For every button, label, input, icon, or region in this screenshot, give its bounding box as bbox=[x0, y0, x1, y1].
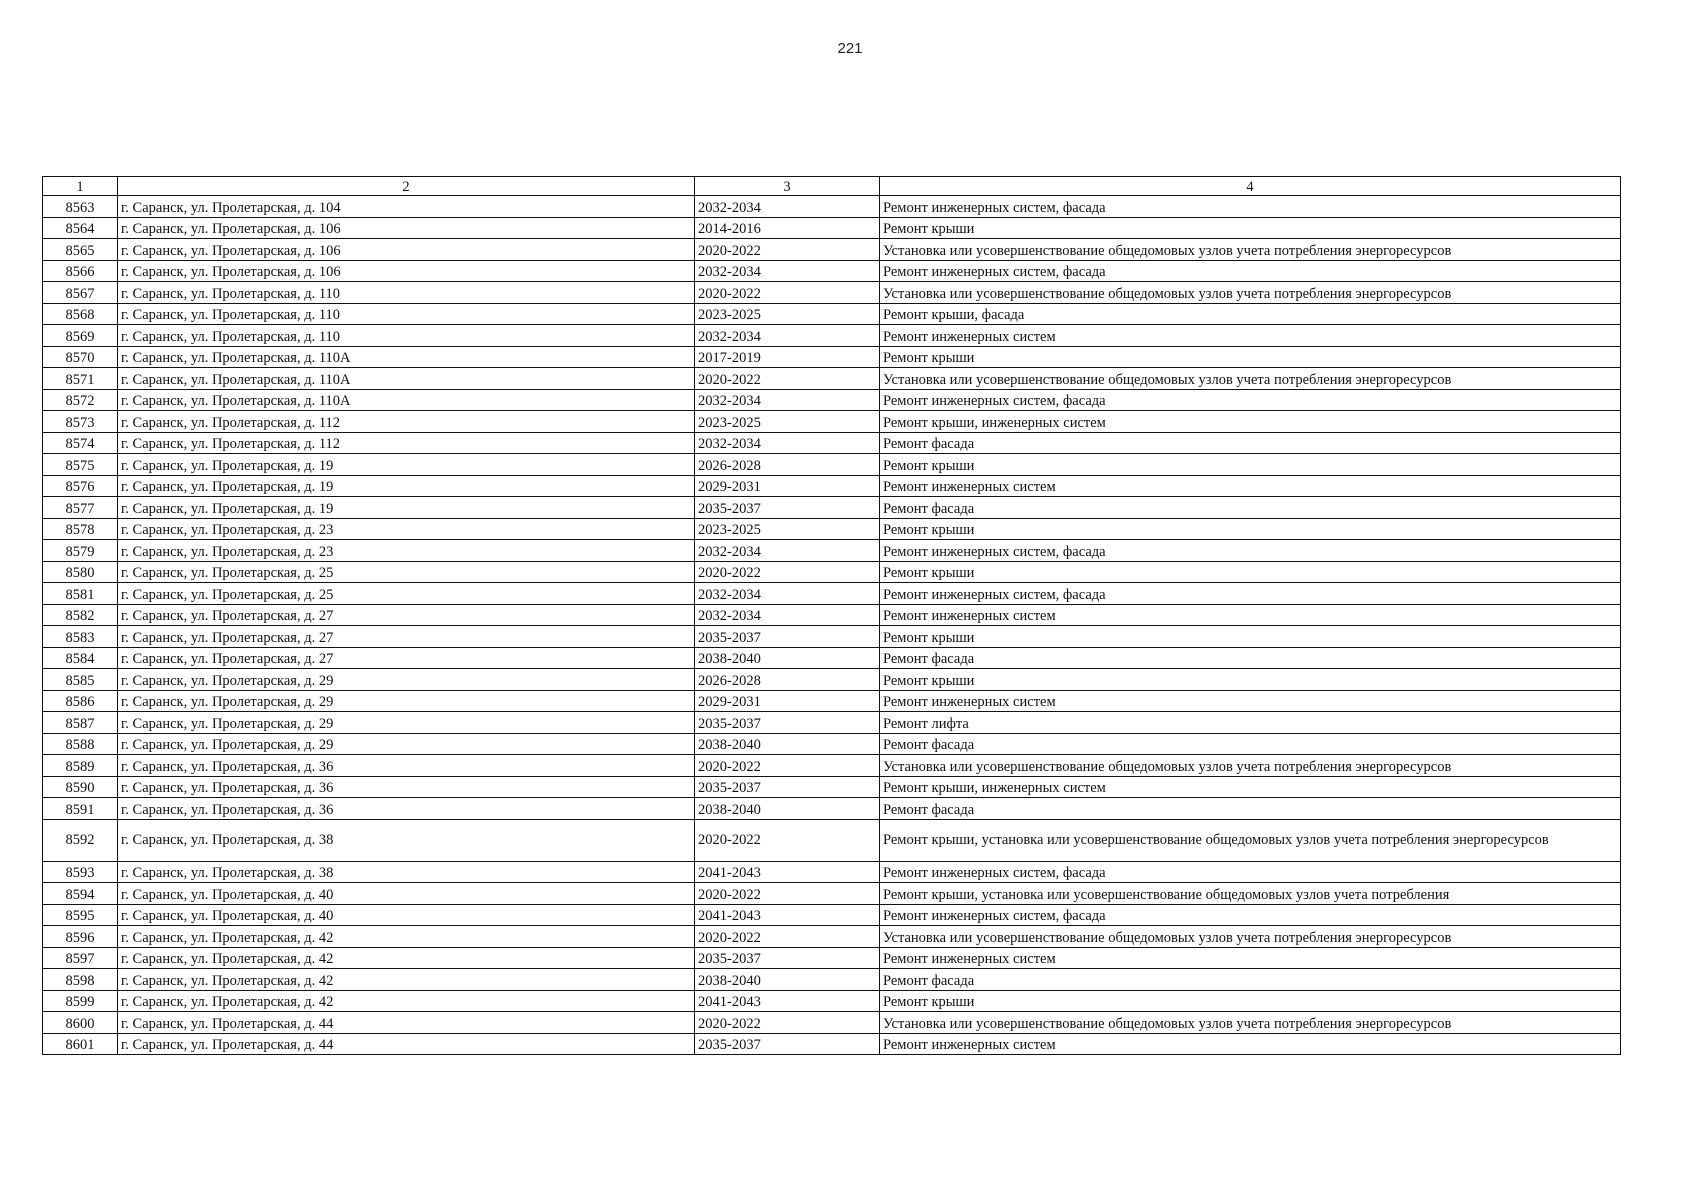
table-header-row bbox=[43, 177, 1621, 196]
period-cell: 2035-2037 bbox=[695, 947, 880, 969]
period-cell: 2032-2034 bbox=[695, 583, 880, 605]
row-number-cell: 8576 bbox=[43, 475, 118, 497]
row-number-cell: 8564 bbox=[43, 217, 118, 239]
work-type-cell: Ремонт крыши, инженерных систем bbox=[880, 411, 1621, 433]
row-number-cell: 8578 bbox=[43, 518, 118, 540]
table-row bbox=[43, 690, 1621, 712]
address-cell: г. Саранск, ул. Пролетарская, д. 42 bbox=[118, 990, 695, 1012]
work-type-cell: Ремонт фасада bbox=[880, 798, 1621, 820]
period-cell: 2035-2037 bbox=[695, 712, 880, 734]
work-type-cell: Ремонт инженерных систем bbox=[880, 690, 1621, 712]
period-cell: 2020-2022 bbox=[695, 368, 880, 390]
table-row bbox=[43, 518, 1621, 540]
period-cell: 2020-2022 bbox=[695, 1012, 880, 1034]
row-number-cell: 8570 bbox=[43, 346, 118, 368]
period-cell: 2020-2022 bbox=[695, 819, 880, 861]
period-cell: 2020-2022 bbox=[695, 561, 880, 583]
period-cell: 2032-2034 bbox=[695, 540, 880, 562]
table-row bbox=[43, 239, 1621, 261]
address-cell: г. Саранск, ул. Пролетарская, д. 110 bbox=[118, 325, 695, 347]
table-row bbox=[43, 389, 1621, 411]
row-number-cell: 8568 bbox=[43, 303, 118, 325]
row-number-cell: 8582 bbox=[43, 604, 118, 626]
period-cell: 2041-2043 bbox=[695, 861, 880, 883]
column-header-1: 1 bbox=[43, 177, 118, 196]
period-cell: 2023-2025 bbox=[695, 303, 880, 325]
row-number-cell: 8601 bbox=[43, 1033, 118, 1055]
row-number-cell: 8565 bbox=[43, 239, 118, 261]
address-cell: г. Саранск, ул. Пролетарская, д. 36 bbox=[118, 755, 695, 777]
work-type-cell: Ремонт фасада bbox=[880, 733, 1621, 755]
row-number-cell: 8594 bbox=[43, 883, 118, 905]
period-cell: 2020-2022 bbox=[695, 926, 880, 948]
period-cell: 2035-2037 bbox=[695, 626, 880, 648]
column-header-3: 3 bbox=[695, 177, 880, 196]
period-cell: 2014-2016 bbox=[695, 217, 880, 239]
table-row bbox=[43, 475, 1621, 497]
row-number-cell: 8592 bbox=[43, 819, 118, 861]
work-type-cell: Ремонт инженерных систем, фасада bbox=[880, 904, 1621, 926]
table-body bbox=[43, 177, 1621, 1055]
table-row bbox=[43, 260, 1621, 282]
address-cell: г. Саранск, ул. Пролетарская, д. 44 bbox=[118, 1033, 695, 1055]
row-number-cell: 8596 bbox=[43, 926, 118, 948]
work-type-cell: Ремонт крыши bbox=[880, 217, 1621, 239]
row-number-cell: 8572 bbox=[43, 389, 118, 411]
row-number-cell: 8584 bbox=[43, 647, 118, 669]
address-cell: г. Саранск, ул. Пролетарская, д. 38 bbox=[118, 819, 695, 861]
period-cell: 2020-2022 bbox=[695, 239, 880, 261]
work-type-cell: Ремонт фасада bbox=[880, 647, 1621, 669]
table-row bbox=[43, 969, 1621, 991]
row-number-cell: 8593 bbox=[43, 861, 118, 883]
work-type-cell: Ремонт крыши bbox=[880, 561, 1621, 583]
period-cell: 2032-2034 bbox=[695, 196, 880, 218]
address-cell: г. Саранск, ул. Пролетарская, д. 38 bbox=[118, 861, 695, 883]
work-type-cell: Установка или усовершенствование общедомовых узлов учета потребления энергоресурсов bbox=[880, 755, 1621, 777]
row-number-cell: 8563 bbox=[43, 196, 118, 218]
work-type-cell: Ремонт крыши bbox=[880, 346, 1621, 368]
address-cell: г. Саранск, ул. Пролетарская, д. 29 bbox=[118, 690, 695, 712]
work-type-cell: Ремонт крыши bbox=[880, 669, 1621, 691]
table-row bbox=[43, 454, 1621, 476]
table-row bbox=[43, 819, 1621, 861]
period-cell: 2026-2028 bbox=[695, 454, 880, 476]
table-row bbox=[43, 411, 1621, 433]
table-row bbox=[43, 1012, 1621, 1034]
period-cell: 2041-2043 bbox=[695, 990, 880, 1012]
table-row bbox=[43, 1033, 1621, 1055]
work-type-cell: Ремонт инженерных систем bbox=[880, 947, 1621, 969]
address-cell: г. Саранск, ул. Пролетарская, д. 110А bbox=[118, 346, 695, 368]
address-cell: г. Саранск, ул. Пролетарская, д. 106 bbox=[118, 239, 695, 261]
table-row bbox=[43, 368, 1621, 390]
row-number-cell: 8574 bbox=[43, 432, 118, 454]
period-cell: 2029-2031 bbox=[695, 475, 880, 497]
address-cell: г. Саранск, ул. Пролетарская, д. 104 bbox=[118, 196, 695, 218]
table-row bbox=[43, 647, 1621, 669]
address-cell: г. Саранск, ул. Пролетарская, д. 110 bbox=[118, 282, 695, 304]
table-row bbox=[43, 947, 1621, 969]
row-number-cell: 8590 bbox=[43, 776, 118, 798]
work-type-cell: Ремонт крыши, установка или усовершенствование общедомовых узлов учета потребления bbox=[880, 883, 1621, 905]
address-cell: г. Саранск, ул. Пролетарская, д. 42 bbox=[118, 969, 695, 991]
table-row bbox=[43, 346, 1621, 368]
table-row bbox=[43, 583, 1621, 605]
address-cell: г. Саранск, ул. Пролетарская, д. 27 bbox=[118, 604, 695, 626]
row-number-cell: 8599 bbox=[43, 990, 118, 1012]
work-type-cell: Ремонт инженерных систем bbox=[880, 475, 1621, 497]
work-type-cell: Ремонт инженерных систем, фасада bbox=[880, 583, 1621, 605]
work-type-cell: Ремонт крыши, установка или усовершенствование общедомовых узлов учета потребления энергоресурсов bbox=[880, 819, 1621, 861]
address-cell: г. Саранск, ул. Пролетарская, д. 44 bbox=[118, 1012, 695, 1034]
period-cell: 2020-2022 bbox=[695, 282, 880, 304]
table-row bbox=[43, 217, 1621, 239]
work-type-cell: Ремонт инженерных систем, фасада bbox=[880, 196, 1621, 218]
work-type-cell: Ремонт крыши bbox=[880, 454, 1621, 476]
period-cell: 2017-2019 bbox=[695, 346, 880, 368]
table-row bbox=[43, 626, 1621, 648]
period-cell: 2020-2022 bbox=[695, 755, 880, 777]
page-number: 221 bbox=[837, 40, 863, 57]
row-number-cell: 8577 bbox=[43, 497, 118, 519]
table-row bbox=[43, 325, 1621, 347]
period-cell: 2032-2034 bbox=[695, 604, 880, 626]
column-header-2: 2 bbox=[118, 177, 695, 196]
work-type-cell: Ремонт крыши bbox=[880, 626, 1621, 648]
table-row bbox=[43, 798, 1621, 820]
work-type-cell: Ремонт фасада bbox=[880, 497, 1621, 519]
table-row bbox=[43, 561, 1621, 583]
address-cell: г. Саранск, ул. Пролетарская, д. 42 bbox=[118, 926, 695, 948]
address-cell: г. Саранск, ул. Пролетарская, д. 106 bbox=[118, 260, 695, 282]
period-cell: 2032-2034 bbox=[695, 389, 880, 411]
row-number-cell: 8589 bbox=[43, 755, 118, 777]
row-number-cell: 8566 bbox=[43, 260, 118, 282]
address-cell: г. Саранск, ул. Пролетарская, д. 112 bbox=[118, 432, 695, 454]
work-type-cell: Установка или усовершенствование общедомовых узлов учета потребления энергоресурсов bbox=[880, 926, 1621, 948]
period-cell: 2020-2022 bbox=[695, 883, 880, 905]
row-number-cell: 8587 bbox=[43, 712, 118, 734]
table-row bbox=[43, 883, 1621, 905]
repair-schedule-table bbox=[42, 176, 1621, 1055]
table-row bbox=[43, 497, 1621, 519]
address-cell: г. Саранск, ул. Пролетарская, д. 27 bbox=[118, 647, 695, 669]
work-type-cell: Ремонт крыши bbox=[880, 990, 1621, 1012]
table-row bbox=[43, 990, 1621, 1012]
address-cell: г. Саранск, ул. Пролетарская, д. 36 bbox=[118, 798, 695, 820]
period-cell: 2038-2040 bbox=[695, 969, 880, 991]
address-cell: г. Саранск, ул. Пролетарская, д. 40 bbox=[118, 904, 695, 926]
address-cell: г. Саранск, ул. Пролетарская, д. 23 bbox=[118, 540, 695, 562]
table-row bbox=[43, 282, 1621, 304]
address-cell: г. Саранск, ул. Пролетарская, д. 29 bbox=[118, 733, 695, 755]
period-cell: 2041-2043 bbox=[695, 904, 880, 926]
row-number-cell: 8575 bbox=[43, 454, 118, 476]
address-cell: г. Саранск, ул. Пролетарская, д. 106 bbox=[118, 217, 695, 239]
period-cell: 2035-2037 bbox=[695, 776, 880, 798]
table-row bbox=[43, 926, 1621, 948]
row-number-cell: 8583 bbox=[43, 626, 118, 648]
row-number-cell: 8569 bbox=[43, 325, 118, 347]
table-row bbox=[43, 540, 1621, 562]
table-row bbox=[43, 776, 1621, 798]
row-number-cell: 8567 bbox=[43, 282, 118, 304]
table-row bbox=[43, 755, 1621, 777]
period-cell: 2023-2025 bbox=[695, 411, 880, 433]
address-cell: г. Саранск, ул. Пролетарская, д. 40 bbox=[118, 883, 695, 905]
work-type-cell: Ремонт лифта bbox=[880, 712, 1621, 734]
row-number-cell: 8586 bbox=[43, 690, 118, 712]
row-number-cell: 8585 bbox=[43, 669, 118, 691]
work-type-cell: Ремонт инженерных систем, фасада bbox=[880, 540, 1621, 562]
work-type-cell: Ремонт инженерных систем, фасада bbox=[880, 861, 1621, 883]
period-cell: 2023-2025 bbox=[695, 518, 880, 540]
table-row bbox=[43, 196, 1621, 218]
address-cell: г. Саранск, ул. Пролетарская, д. 19 bbox=[118, 454, 695, 476]
row-number-cell: 8598 bbox=[43, 969, 118, 991]
row-number-cell: 8591 bbox=[43, 798, 118, 820]
table-row bbox=[43, 861, 1621, 883]
table-row bbox=[43, 669, 1621, 691]
table-row bbox=[43, 733, 1621, 755]
row-number-cell: 8581 bbox=[43, 583, 118, 605]
period-cell: 2032-2034 bbox=[695, 260, 880, 282]
work-type-cell: Ремонт инженерных систем, фасада bbox=[880, 389, 1621, 411]
period-cell: 2032-2034 bbox=[695, 432, 880, 454]
work-type-cell: Ремонт инженерных систем bbox=[880, 604, 1621, 626]
column-header-4: 4 bbox=[880, 177, 1621, 196]
period-cell: 2029-2031 bbox=[695, 690, 880, 712]
address-cell: г. Саранск, ул. Пролетарская, д. 29 bbox=[118, 712, 695, 734]
address-cell: г. Саранск, ул. Пролетарская, д. 25 bbox=[118, 561, 695, 583]
work-type-cell: Ремонт инженерных систем bbox=[880, 325, 1621, 347]
row-number-cell: 8597 bbox=[43, 947, 118, 969]
row-number-cell: 8588 bbox=[43, 733, 118, 755]
period-cell: 2038-2040 bbox=[695, 647, 880, 669]
work-type-cell: Ремонт инженерных систем, фасада bbox=[880, 260, 1621, 282]
row-number-cell: 8579 bbox=[43, 540, 118, 562]
work-type-cell: Установка или усовершенствование общедомовых узлов учета потребления энергоресурсов bbox=[880, 368, 1621, 390]
table-row bbox=[43, 712, 1621, 734]
address-cell: г. Саранск, ул. Пролетарская, д. 29 bbox=[118, 669, 695, 691]
period-cell: 2035-2037 bbox=[695, 1033, 880, 1055]
table-row bbox=[43, 604, 1621, 626]
address-cell: г. Саранск, ул. Пролетарская, д. 42 bbox=[118, 947, 695, 969]
work-type-cell: Ремонт фасада bbox=[880, 432, 1621, 454]
work-type-cell: Установка или усовершенствование общедомовых узлов учета потребления энергоресурсов bbox=[880, 239, 1621, 261]
address-cell: г. Саранск, ул. Пролетарская, д. 110 bbox=[118, 303, 695, 325]
work-type-cell: Ремонт инженерных систем bbox=[880, 1033, 1621, 1055]
row-number-cell: 8595 bbox=[43, 904, 118, 926]
period-cell: 2038-2040 bbox=[695, 733, 880, 755]
address-cell: г. Саранск, ул. Пролетарская, д. 19 bbox=[118, 475, 695, 497]
period-cell: 2032-2034 bbox=[695, 325, 880, 347]
work-type-cell: Ремонт крыши bbox=[880, 518, 1621, 540]
address-cell: г. Саранск, ул. Пролетарская, д. 36 bbox=[118, 776, 695, 798]
address-cell: г. Саранск, ул. Пролетарская, д. 23 bbox=[118, 518, 695, 540]
work-type-cell: Ремонт фасада bbox=[880, 969, 1621, 991]
table-row bbox=[43, 303, 1621, 325]
period-cell: 2026-2028 bbox=[695, 669, 880, 691]
address-cell: г. Саранск, ул. Пролетарская, д. 110А bbox=[118, 389, 695, 411]
address-cell: г. Саранск, ул. Пролетарская, д. 112 bbox=[118, 411, 695, 433]
work-type-cell: Ремонт крыши, инженерных систем bbox=[880, 776, 1621, 798]
work-type-cell: Установка или усовершенствование общедомовых узлов учета потребления энергоресурсов bbox=[880, 282, 1621, 304]
address-cell: г. Саранск, ул. Пролетарская, д. 110А bbox=[118, 368, 695, 390]
work-type-cell: Установка или усовершенствование общедомовых узлов учета потребления энергоресурсов bbox=[880, 1012, 1621, 1034]
address-cell: г. Саранск, ул. Пролетарская, д. 19 bbox=[118, 497, 695, 519]
table-row bbox=[43, 432, 1621, 454]
address-cell: г. Саранск, ул. Пролетарская, д. 27 bbox=[118, 626, 695, 648]
work-type-cell: Ремонт крыши, фасада bbox=[880, 303, 1621, 325]
period-cell: 2038-2040 bbox=[695, 798, 880, 820]
row-number-cell: 8580 bbox=[43, 561, 118, 583]
row-number-cell: 8571 bbox=[43, 368, 118, 390]
address-cell: г. Саранск, ул. Пролетарская, д. 25 bbox=[118, 583, 695, 605]
row-number-cell: 8573 bbox=[43, 411, 118, 433]
row-number-cell: 8600 bbox=[43, 1012, 118, 1034]
period-cell: 2035-2037 bbox=[695, 497, 880, 519]
table-row bbox=[43, 904, 1621, 926]
